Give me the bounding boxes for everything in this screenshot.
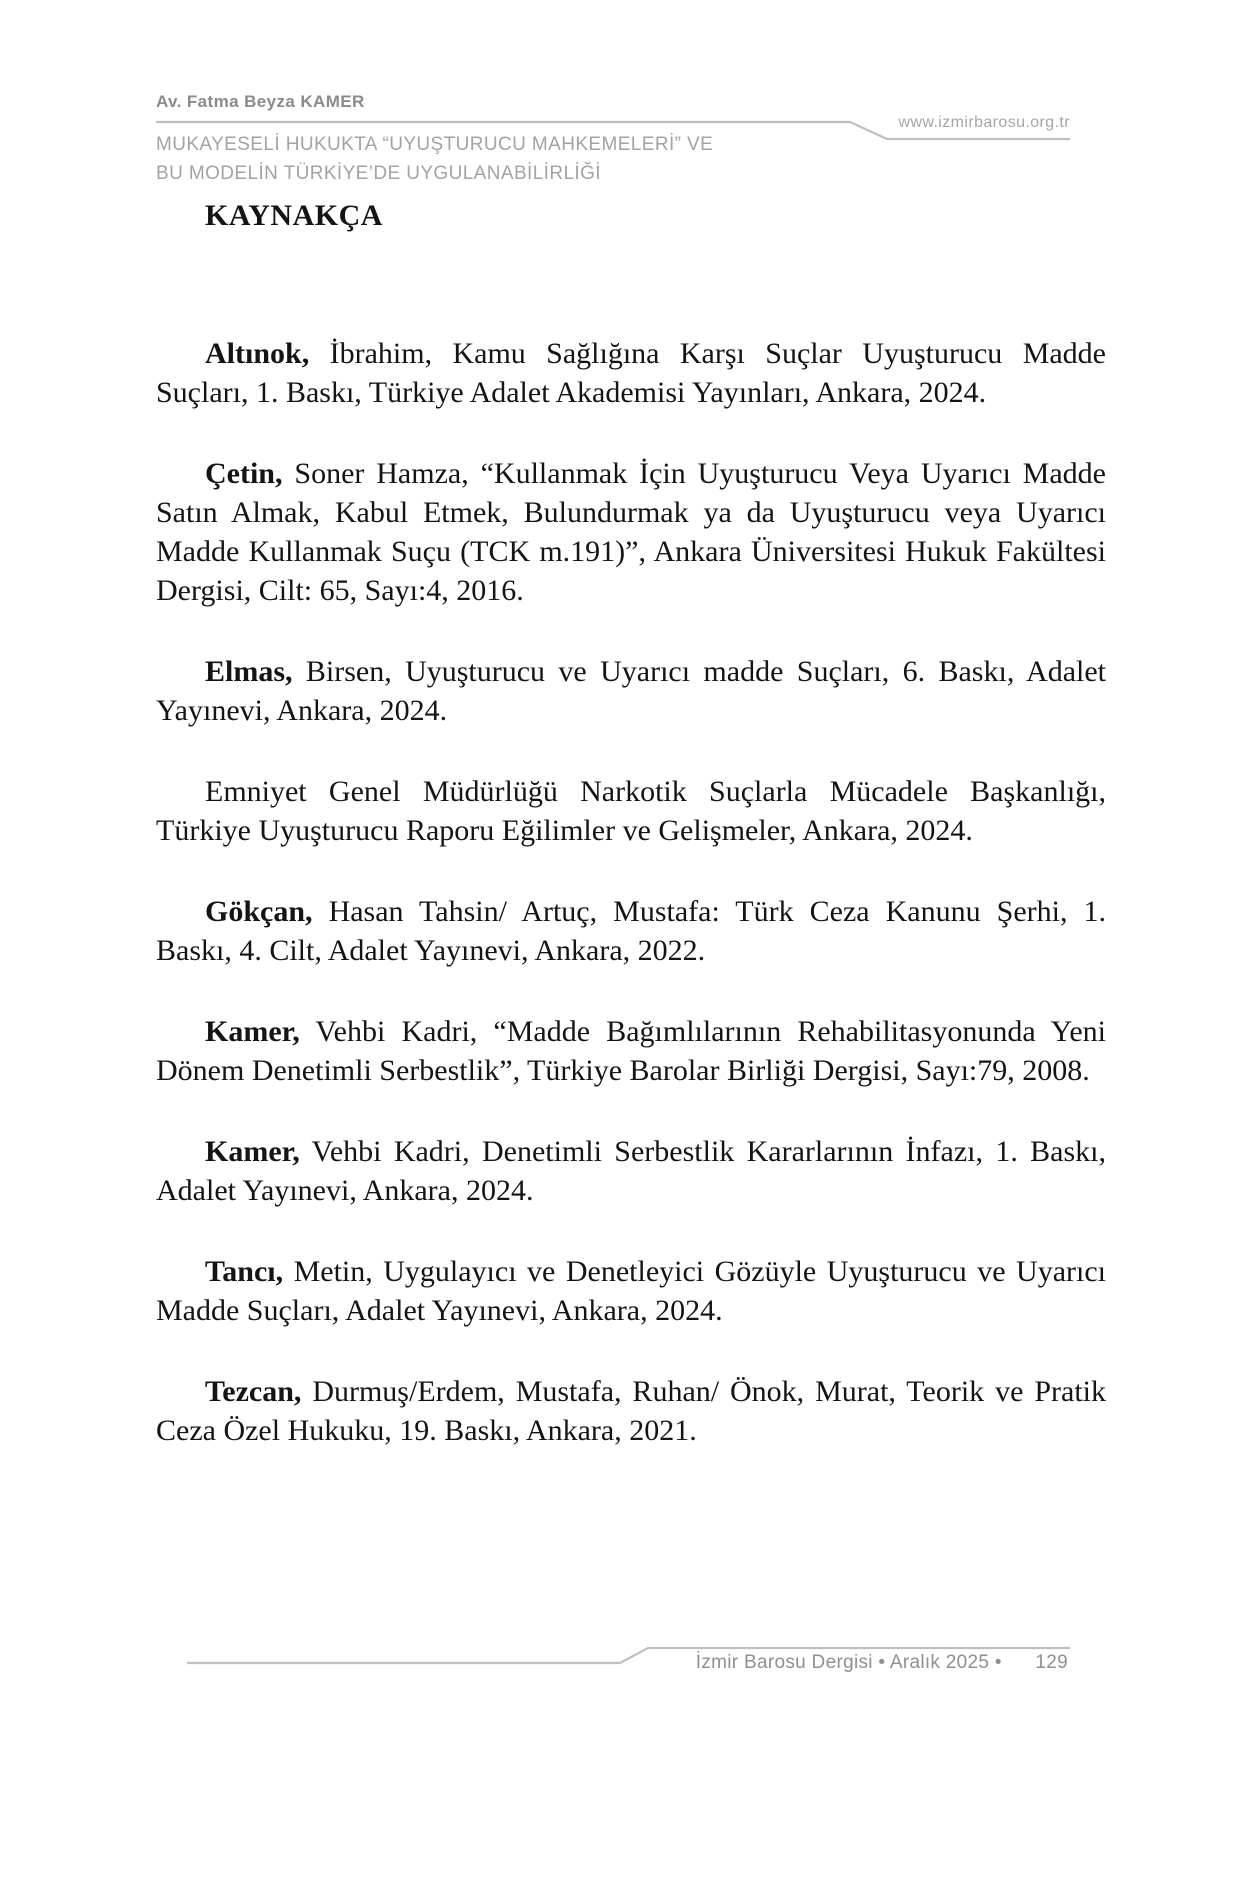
bibliography-section: [156, 196, 1106, 1492]
bib-entry: [156, 1372, 1106, 1450]
bib-entry: [156, 1012, 1106, 1090]
footer: [696, 1652, 1068, 1674]
bib-entry: [156, 1132, 1106, 1210]
bib-entry-author: Tancı,: [205, 1255, 284, 1288]
bib-entry: [156, 454, 1106, 610]
bib-entry-text: Soner Hamza, “Kullanmak İçin Uyuşturucu Veya Uyarıcı Madde Satın Almak, Kabul Etmek, Bulundurmak ya da Uyuşturucu veya Uyarıcı Madde Kullanmak Suçu (TCK m.191)”, Ankara Üniversitesi Hukuk Fakültesi Dergisi, Cilt: 65, Sayı:4, 2016.: [156, 457, 1106, 607]
bib-entry-author: Tezcan,: [205, 1375, 302, 1408]
header-author-name: Av. Fatma Beyza KAMER: [156, 92, 365, 111]
bib-entry-text: Emniyet Genel Müdürlüğü Narkotik Suçlarla Mücadele Başkanlığı, Türkiye Uyuşturucu Raporu Eğilimler ve Gelişmeler, Ankara, 2024.: [156, 775, 1106, 847]
bib-entry: [156, 334, 1106, 412]
bib-entry-text: Vehbi Kadri, Denetimli Serbestlik Kararlarının İnfazı, 1. Baskı, Adalet Yayınevi, Ankara, 2024.: [156, 1135, 1106, 1207]
footer-page-number: 129: [1035, 1652, 1068, 1673]
footer-journal-info: İzmir Barosu Dergisi • Aralık 2025 •: [695, 1652, 1002, 1673]
article-title-line1: MUKAYESELİ HUKUKTA “UYUŞTURUCU MAHKEMELERİ” VE: [156, 134, 714, 155]
bib-entry-text: Hasan Tahsin/ Artuç, Mustafa: Türk Ceza Kanunu Şerhi, 1. Baskı, 4. Cilt, Adalet Yayınevi, Ankara, 2022.: [156, 895, 1106, 967]
bibliography-heading: KAYNAKÇA: [205, 199, 383, 232]
bib-entry-text: Vehbi Kadri, “Madde Bağımlılarının Rehabilitasyonunda Yeni Dönem Denetimli Serbestlik”, Türkiye Barolar Birliği Dergisi, Sayı:79, 2008.: [156, 1015, 1106, 1087]
bib-entry-author: Çetin,: [205, 457, 283, 490]
bib-entry-author: Kamer,: [205, 1015, 300, 1048]
bib-entry-author: Gökçan,: [205, 895, 313, 928]
bib-entry: [156, 772, 1106, 850]
header-website-url: www.izmirbarosu.org.tr: [898, 114, 1070, 131]
bib-entry-text: Birsen, Uyuşturucu ve Uyarıcı madde Suçları, 6. Baskı, Adalet Yayınevi, Ankara, 2024.: [156, 655, 1106, 727]
bib-entry-text: Durmuş/Erdem, Mustafa, Ruhan/ Önok, Murat, Teorik ve Pratik Ceza Özel Hukuku, 19. Baskı, Ankara, 2021.: [156, 1375, 1106, 1447]
bib-entry: [156, 892, 1106, 970]
bib-entry-text: Metin, Uygulayıcı ve Denetleyici Gözüyle Uyuşturucu ve Uyarıcı Madde Suçları, Adalet Yayınevi, Ankara, 2024.: [156, 1255, 1106, 1327]
bib-entry-author: Kamer,: [205, 1135, 300, 1168]
bib-entry-author: Altınok,: [205, 337, 310, 370]
bib-entry-text: İbrahim, Kamu Sağlığına Karşı Suçlar Uyuşturucu Madde Suçları, 1. Baskı, Türkiye Adalet Akademisi Yayınları, Ankara, 2024.: [156, 337, 1106, 409]
bib-entry-author: Elmas,: [205, 655, 293, 688]
bib-entry: [156, 1252, 1106, 1330]
article-title: [156, 130, 856, 188]
article-title-line2: BU MODELİN TÜRKİYE’DE UYGULANABİLİRLİĞİ: [156, 163, 601, 184]
bib-entry: [156, 652, 1106, 730]
bibliography-entries: [156, 334, 1106, 1450]
